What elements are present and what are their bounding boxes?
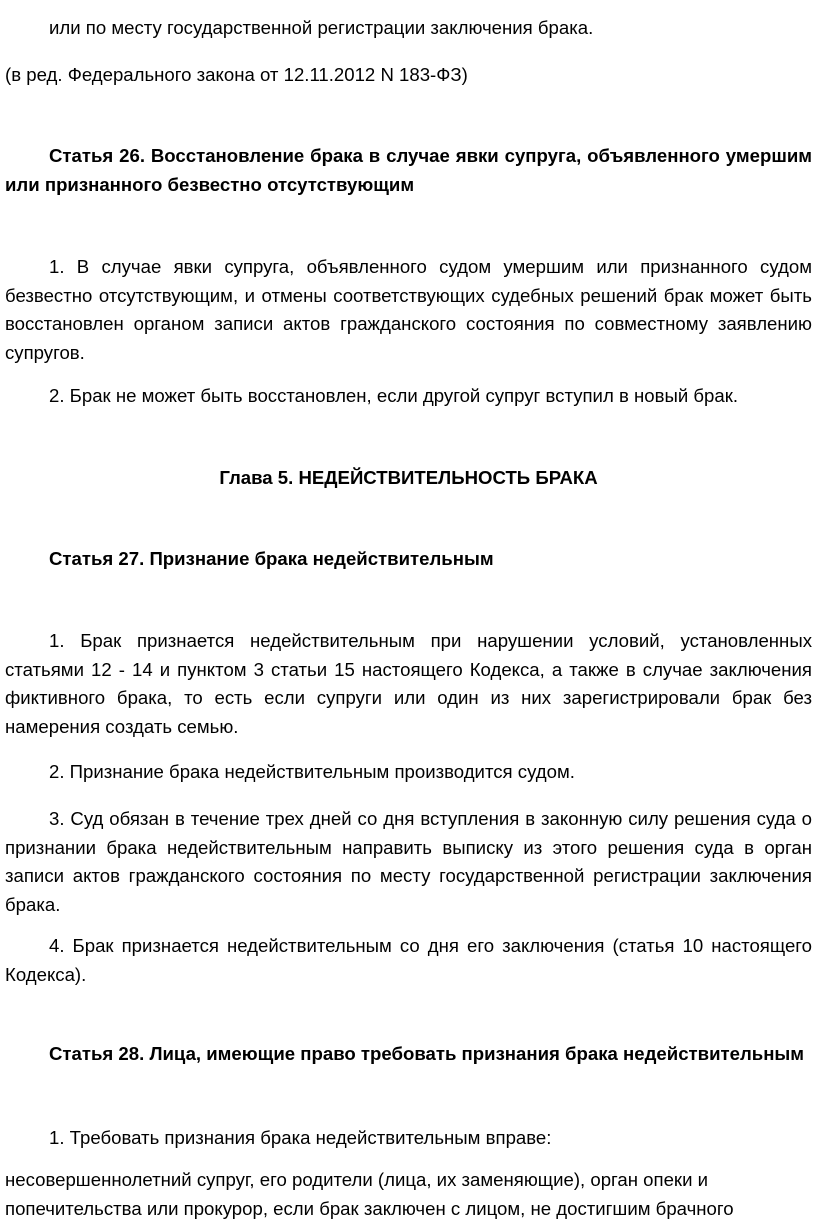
article-27-paragraph-2: 2. Признание брака недействительным производится судом. (49, 761, 575, 782)
article-28-paragraph-2: несовершеннолетний супруг, его родители (лица, их заменяющие), орган опеки и попечительства или прокурор, если брак заключен с лицом, не достигшим брачного (5, 1169, 734, 1219)
article-26-paragraph-2: 2. Брак не может быть восстановлен, если другой супруг вступил в новый брак. (49, 385, 739, 406)
article-28-paragraph-1: 1. Требовать признания брака недействительным вправе: (49, 1127, 552, 1148)
article-27-paragraph-1: 1. Брак признается недействительным при нарушении условий, установленных статьями 12 - 14 и пунктом 3 статьи 15 настоящего Кодекса, а также в случае заключения фиктивного брака, то есть если супруги или один из них зарегистрировали брак без намерения создать семью. (5, 630, 812, 737)
chapter-5-title: Глава 5. НЕДЕЙСТВИТЕЛЬНОСТЬ БРАКА (219, 467, 598, 488)
continuation-line: или по месту государственной регистрации заключения брака. (49, 17, 594, 38)
article-26-paragraph-1: 1. В случае явки супруга, объявленного судом умершим или признанного судом безвестно отсутствующим, и отмены соответствующих судебных решений брак может быть восстановлен органом записи актов гражданского состояния по совместному заявлению супругов. (5, 256, 812, 363)
article-27-paragraph-3: 3. Суд обязан в течение трех дней со дня вступления в законную силу решения суда о признании брака недействительным направить выписку из этого решения суда в орган записи актов гражданского состояния по месту государственной регистрации заключения брака. (5, 808, 812, 915)
article-26-title: Статья 26. Восстановление брака в случае явки супруга, объявленного умершим или признанного безвестно отсутствующим (5, 145, 812, 195)
article-27-title: Статья 27. Признание брака недействительным (49, 548, 494, 569)
article-27-paragraph-4: 4. Брак признается недействительным со дня его заключения (статья 10 настоящего Кодекса). (5, 935, 812, 985)
amendment-note: (в ред. Федерального закона от 12.11.2012 N 183-ФЗ) (5, 64, 468, 85)
article-28-title: Статья 28. Лица, имеющие право требовать признания брака недействительным (49, 1043, 805, 1064)
